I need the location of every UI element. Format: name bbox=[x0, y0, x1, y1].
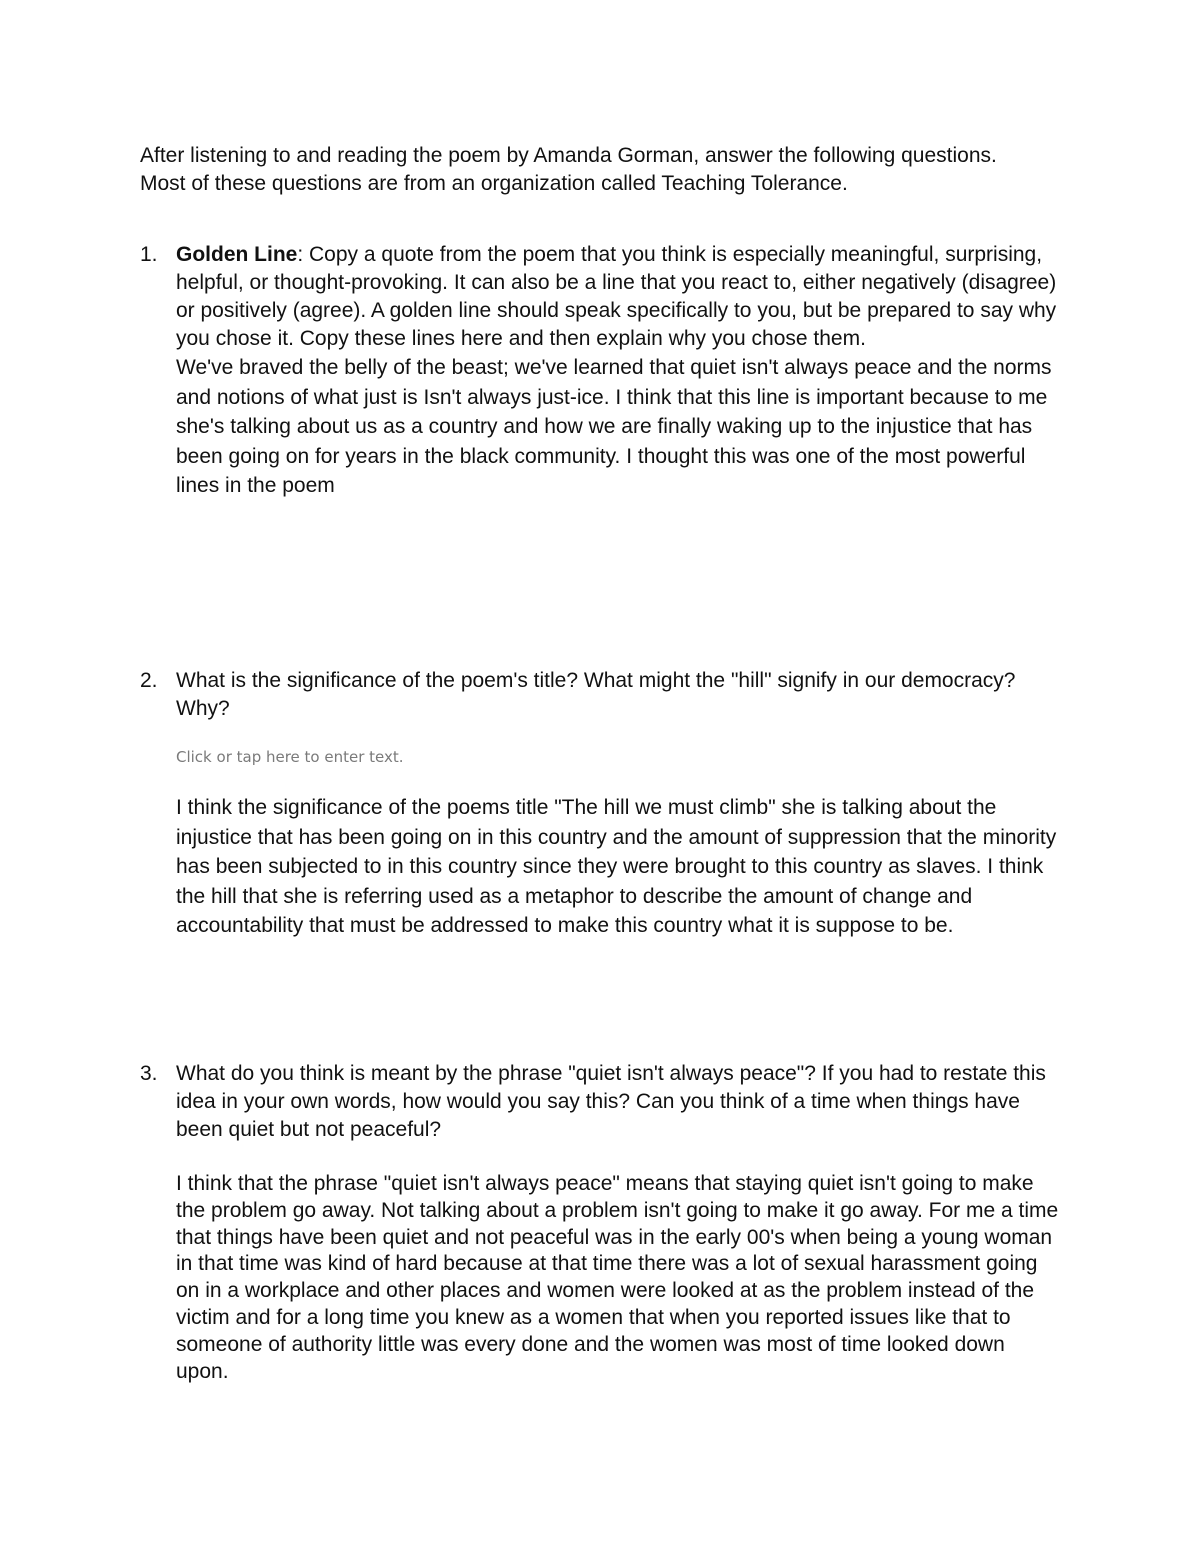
question-prompt: What is the significance of the poem's title? What might the "hill" signify in our democracy? Why? bbox=[176, 669, 1016, 720]
question-prompt-text: : Copy a quote from the poem that you think is especially meaningful, surprising, helpful, or thought-provoking. It can also be a line that you react to, either negatively (disagree) or positively (agree). A golden line should speak specifically to you, but be prepared to say why you chose it. Copy these lines here and then explain why you chose them. bbox=[176, 243, 1057, 350]
answer-text[interactable]: I think that the phrase "quiet isn't always peace" means that staying quiet isn't going to make the problem go away. Not talking about a problem isn't going to make it go away. For me a time that things have been quiet and not peaceful was in the early 00's when being a young woman in that time was kind of hard because at that time there was a lot of sexual harassment going on in a workplace and other places and women were looked at as the problem instead of the victim and for a long time you knew as a women that when you reported issues like that to someone of authority little was every done and the women was most of time looked down upon. bbox=[176, 1172, 1059, 1383]
question-body bbox=[176, 241, 1061, 501]
question-number: 1. bbox=[140, 243, 158, 266]
question-prompt: What do you think is meant by the phrase "quiet isn't always peace"? If you had to restate this idea in your own words, how would you say this? Can you think of a time when things have been quiet but not peaceful? bbox=[176, 1062, 1046, 1141]
question-body bbox=[176, 667, 1061, 941]
question-body bbox=[176, 1060, 1061, 1385]
question-prompt bbox=[176, 241, 1061, 353]
question-2 bbox=[140, 667, 1080, 941]
question-3 bbox=[140, 1060, 1080, 1385]
answer-text[interactable]: I think the significance of the poems title "The hill we must climb" she is talking about the injustice that has been going on in this country and the amount of suppression that the minority has been subjected to in this country since they were brought to this country as slaves. I think the hill that she is referring used as a metaphor to describe the amount of change and accountability that must be addressed to make this country what it is suppose to be. bbox=[176, 796, 1057, 937]
golden-line-heading: Golden Line bbox=[176, 243, 298, 266]
answer-text[interactable]: We've braved the belly of the beast; we've learned that quiet isn't always peace and the norms and notions of what just is Isn't always just-ice. I think that this line is important because to me she's talking about us as a country and how we are finally waking up to the injustice that has been going on for years in the black community. I thought this was one of the most powerful lines in the poem bbox=[176, 356, 1052, 497]
question-number: 2. bbox=[140, 669, 158, 692]
intro-paragraph: After listening to and reading the poem by Amanda Gorman, answer the following questions. Most of these questions are from an organization called Teaching Tolerance. bbox=[140, 144, 997, 195]
question-number: 3. bbox=[140, 1062, 158, 1085]
answer-placeholder-field[interactable]: Click or tap here to enter text. bbox=[176, 748, 404, 766]
question-1 bbox=[140, 241, 1080, 501]
